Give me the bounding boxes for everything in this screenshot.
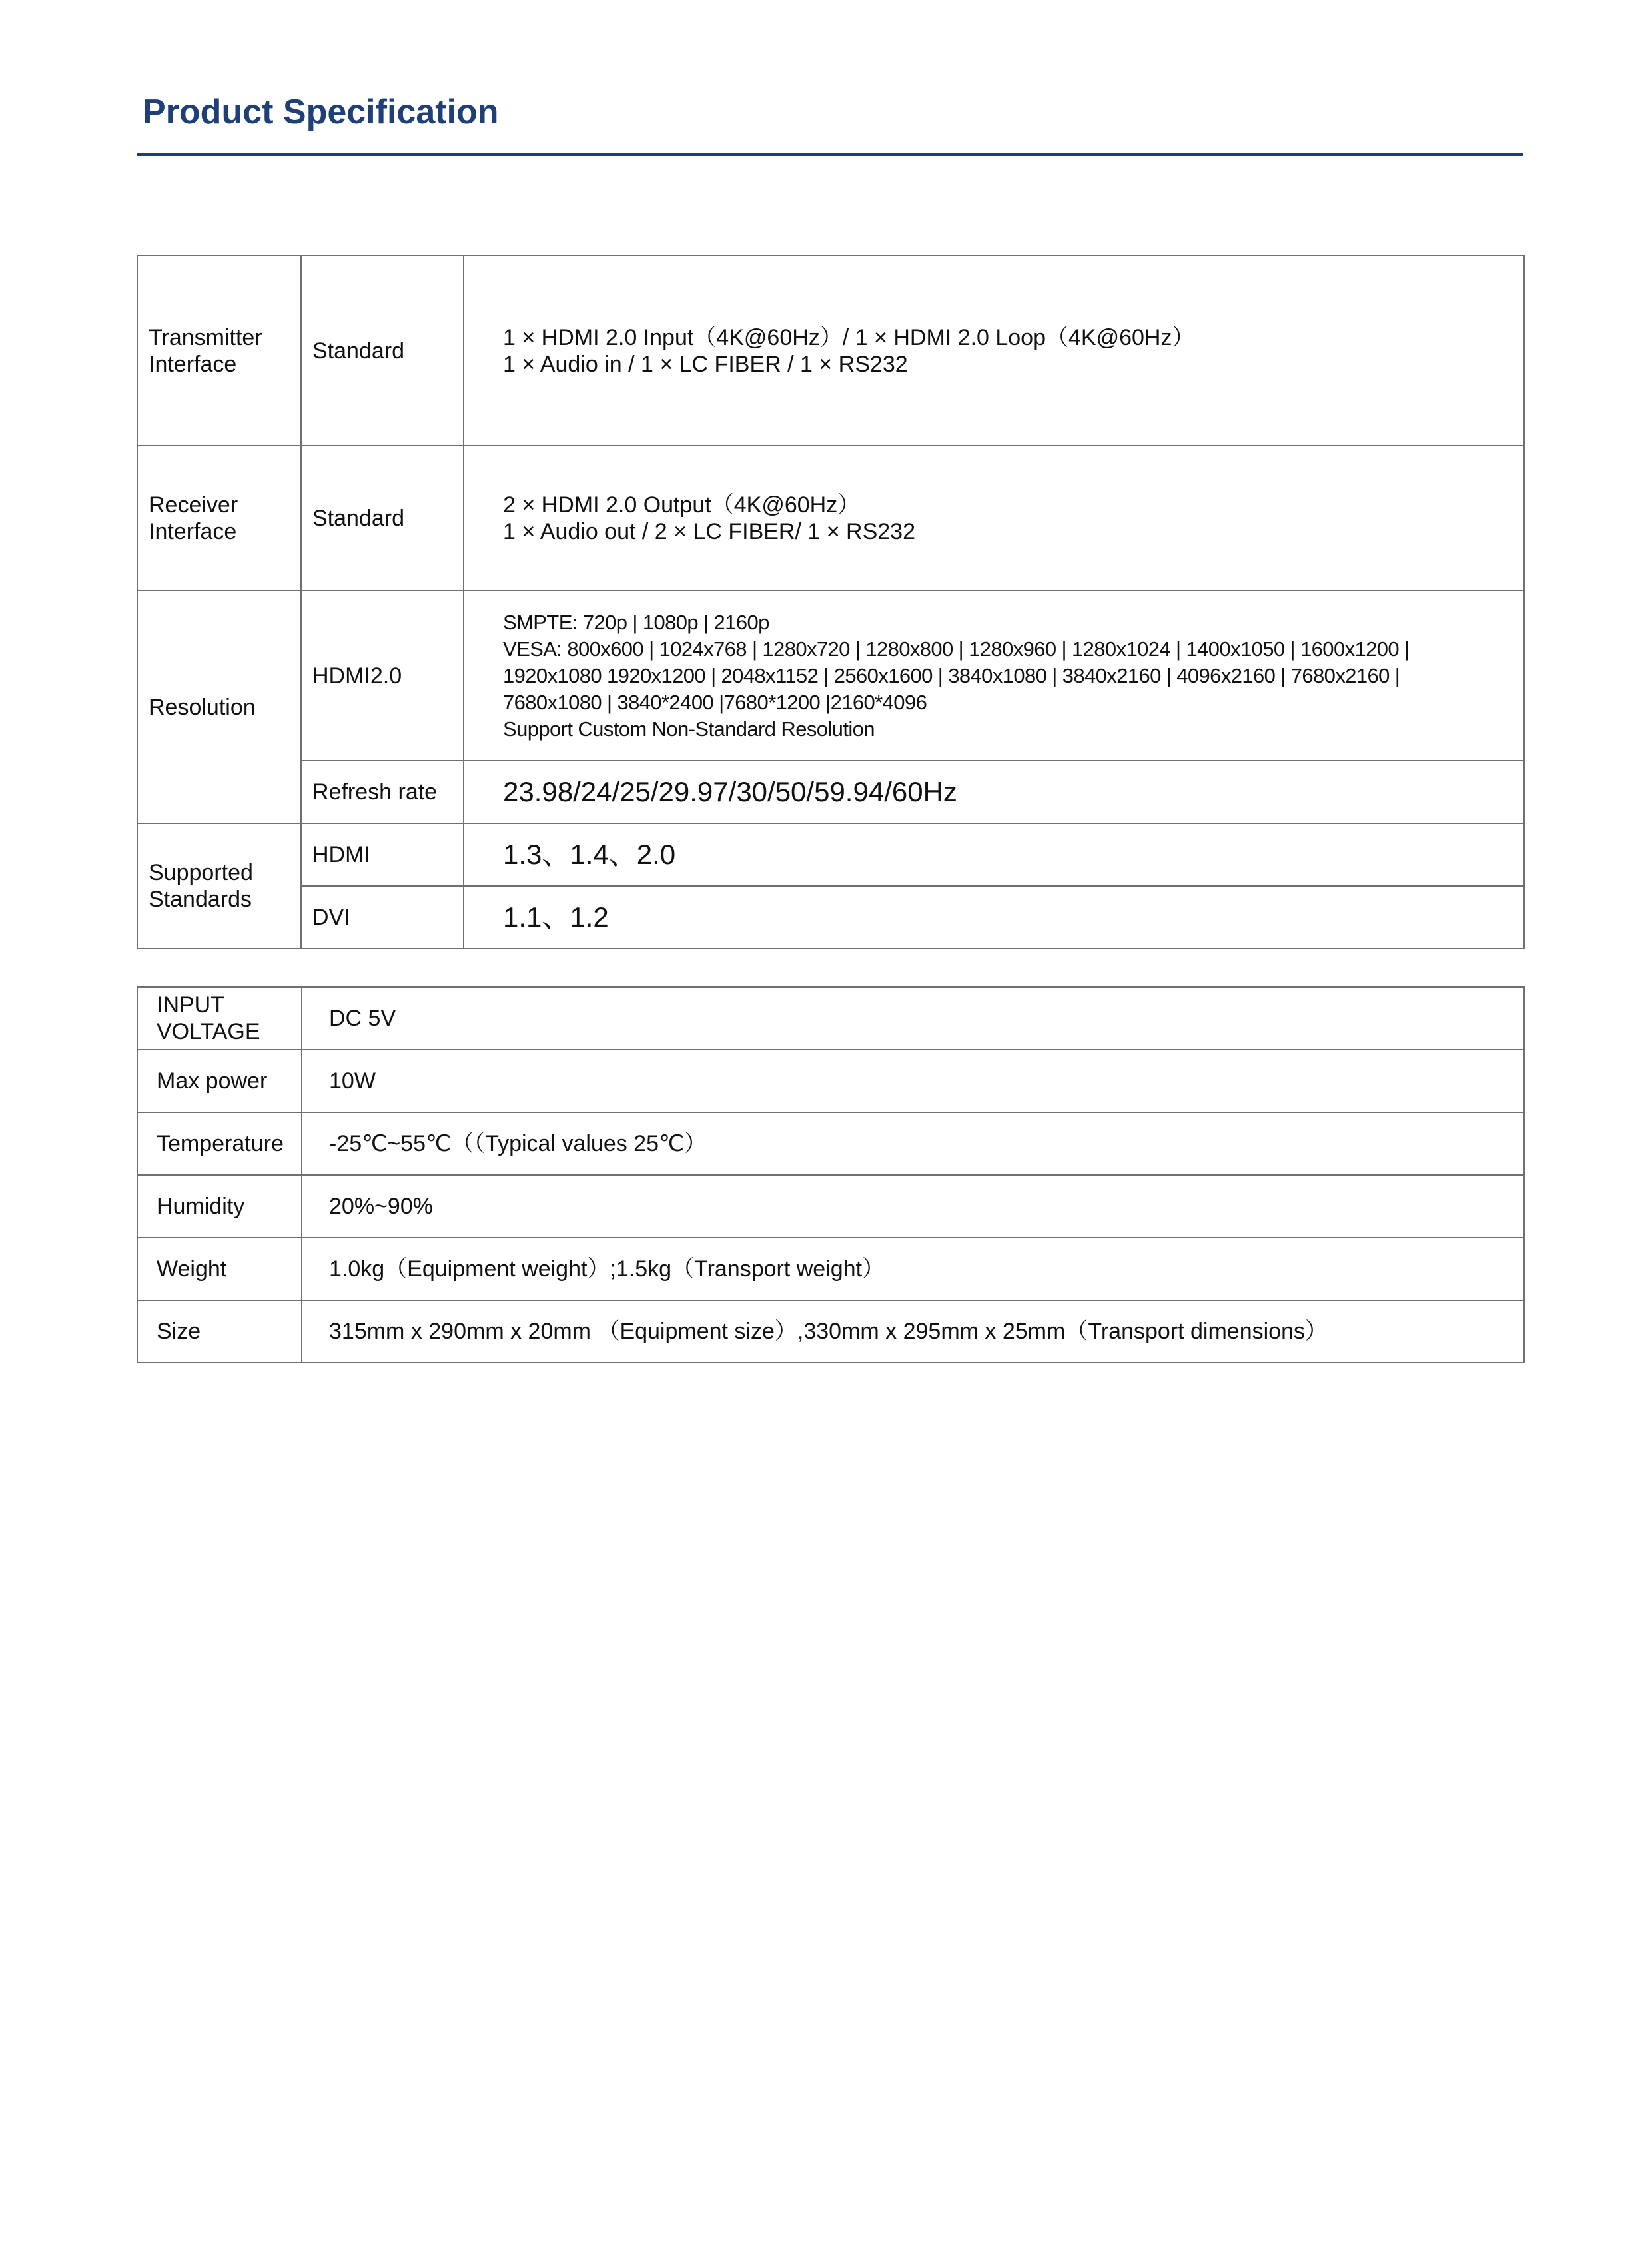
table-row [137,1238,1524,1300]
humidity-value: 20%~90% [302,1175,1524,1238]
table-row [137,1050,1524,1112]
table-row [137,886,1524,948]
value-line: Support Custom Non-Standard Resolution [503,717,875,741]
refresh-rate-label: Refresh rate [301,761,464,823]
input-voltage-value: DC 5V [302,987,1524,1050]
table-row [137,761,1524,823]
value-line: 1 × Audio out / 2 × LC FIBER/ 1 × RS232 [503,519,915,544]
table-row [137,987,1524,1050]
temperature-value: -25℃~55℃（（Typical values 25℃） [302,1112,1524,1175]
value-line: 7680x1080 | 3840*2400 |7680*1200 |2160*4096 [503,690,927,714]
max-power-value: 10W [302,1050,1524,1112]
specification-table [137,255,1525,949]
resolution-label: Resolution [137,591,301,823]
hdmi-standard-value: 1.3、1.4、2.0 [464,823,1524,886]
table-row [137,1112,1524,1175]
group-label: Transmitter [149,324,262,350]
value-line: 2 × HDMI 2.0 Output（4K@60Hz） [503,492,861,518]
receiver-interface-cell [137,446,301,591]
temperature-label: Temperature [137,1112,302,1175]
humidity-label: Humidity [137,1175,302,1238]
environment-table [137,986,1525,1363]
table-row [137,446,1524,591]
hdmi-standard-label: HDMI [301,823,464,886]
dvi-standard-label: DVI [301,886,464,948]
hdmi20-label: HDMI2.0 [301,591,464,761]
transmitter-interface-cell [137,256,301,446]
supported-standards-cell [137,823,301,948]
label-line: INPUT [157,992,224,1018]
size-value: 315mm x 290mm x 20mm （Equipment size）,330mm x 295mm x 25mm（Transport dimensions） [302,1300,1524,1363]
group-label: Interface [149,351,237,377]
label-line: VOLTAGE [157,1019,260,1044]
size-label: Size [137,1300,302,1363]
group-label: Interface [149,519,237,544]
dvi-standard-value: 1.1、1.2 [464,886,1524,948]
value-line: 1 × Audio in / 1 × LC FIBER / 1 × RS232 [503,351,908,377]
title-underline [137,153,1523,156]
weight-value: 1.0kg（Equipment weight）;1.5kg（Transport weight） [302,1238,1524,1300]
value-line: VESA: 800x600 | 1024x768 | 1280x720 | 1280x800 | 1280x960 | 1280x1024 | 1400x1050 | 1600x1200 | [503,637,1410,661]
table-row [137,591,1524,761]
table-row [137,256,1524,446]
page-title: Product Specification [143,93,499,131]
value-line: 1 × HDMI 2.0 Input（4K@60Hz）/ 1 × HDMI 2.0 Loop（4K@60Hz） [503,324,1195,350]
max-power-label: Max power [137,1050,302,1112]
value-line: 1920x1080 1920x1200 | 2048x1152 | 2560x1600 | 3840x1080 | 3840x2160 | 4096x2160 | 7680x2160 | [503,663,1400,687]
hdmi20-resolution-value [464,591,1524,761]
transmitter-standard-label: Standard [301,256,464,446]
receiver-standard-label: Standard [301,446,464,591]
refresh-rate-value: 23.98/24/25/29.97/30/50/59.94/60Hz [464,761,1524,823]
value-line: SMPTE: 720p | 1080p | 2160p [503,610,769,634]
transmitter-standard-value [464,256,1524,446]
group-label: Supported [149,860,253,885]
input-voltage-label [137,987,302,1050]
group-label: Receiver [149,492,238,518]
weight-label: Weight [137,1238,302,1300]
table-row [137,823,1524,886]
table-row [137,1175,1524,1238]
table-row [137,1300,1524,1363]
group-label: Standards [149,887,252,912]
receiver-standard-value [464,446,1524,591]
